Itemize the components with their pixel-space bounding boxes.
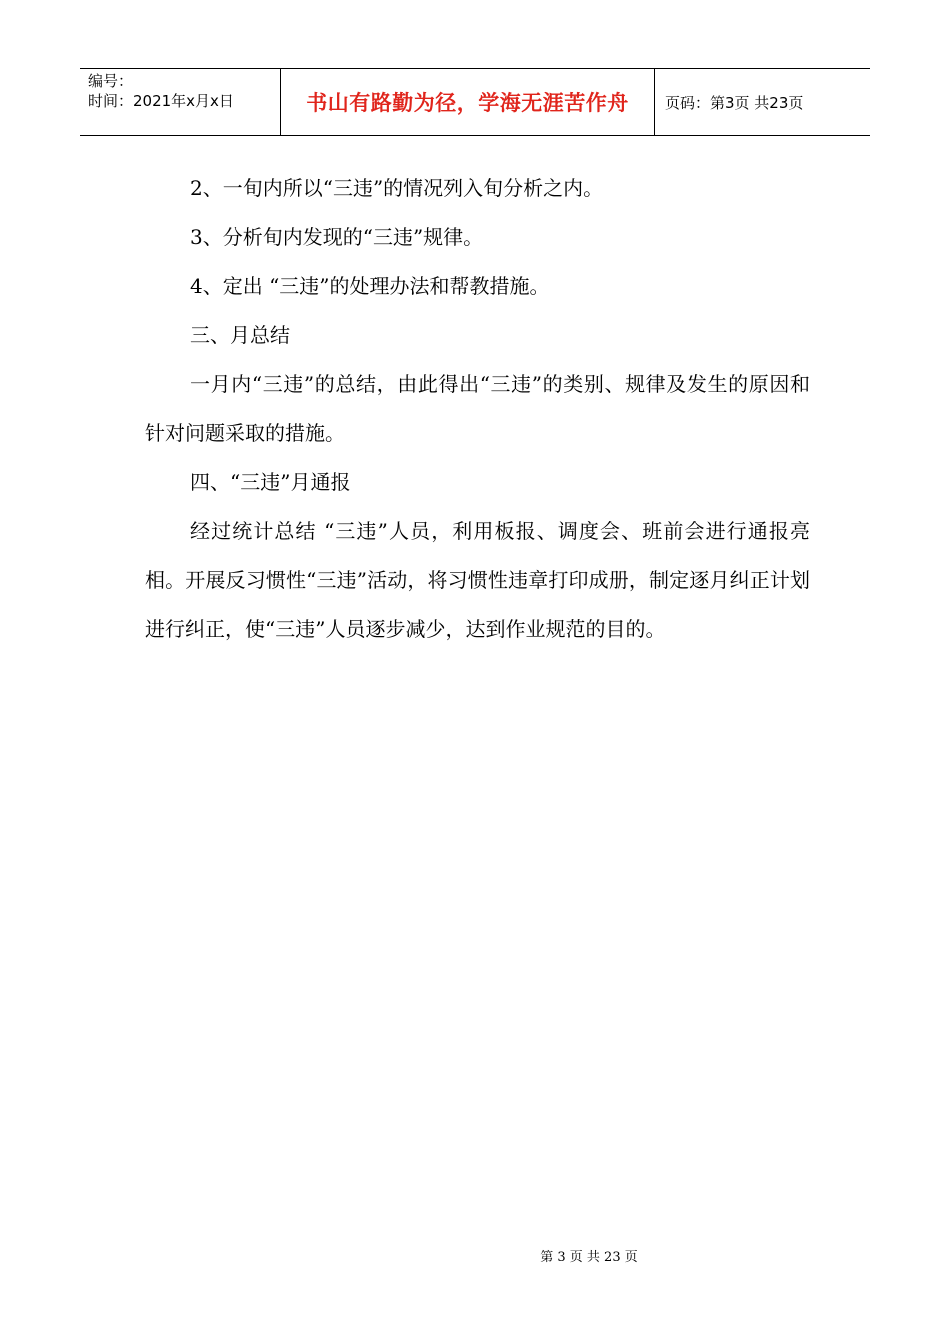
page-footer	[0, 1246, 950, 1265]
document-body	[145, 164, 810, 654]
body-paragraph: 4、定出 “三违”的处理办法和帮教措施。	[190, 274, 550, 298]
footer-page-number: 第 3 页 共 23 页	[540, 1250, 638, 1265]
section-heading: 四、“三违”月通报	[190, 470, 351, 494]
body-paragraph: 一月内“三违”的总结，由此得出“三违”的类别、规律及发生的原因和针对问题采取的措施。	[145, 372, 810, 445]
document-number-label: 编号：	[88, 72, 134, 90]
header-page-info: 页码：第3页 共23页	[665, 93, 804, 112]
body-paragraph: 2、一旬内所以“三违”的情况列入旬分析之内。	[190, 176, 604, 200]
document-header	[80, 68, 870, 136]
body-paragraph: 3、分析旬内发现的“三违”规律。	[190, 225, 484, 249]
body-paragraph: 经过统计总结 “三违”人员，利用板报、调度会、班前会进行通报亮相。开展反习惯性“三违”活动，将习惯性违章打印成册，制定逐月纠正计划进行纠正，使“三违”人员逐步减少，达到作业规范的目的。	[145, 519, 810, 641]
document-date: 时间：2021年x月x日	[88, 92, 234, 110]
header-meta	[80, 69, 281, 135]
header-motto: 书山有路勤为径，学海无涯苦作舟	[281, 69, 655, 135]
section-heading: 三、月总结	[190, 323, 290, 347]
